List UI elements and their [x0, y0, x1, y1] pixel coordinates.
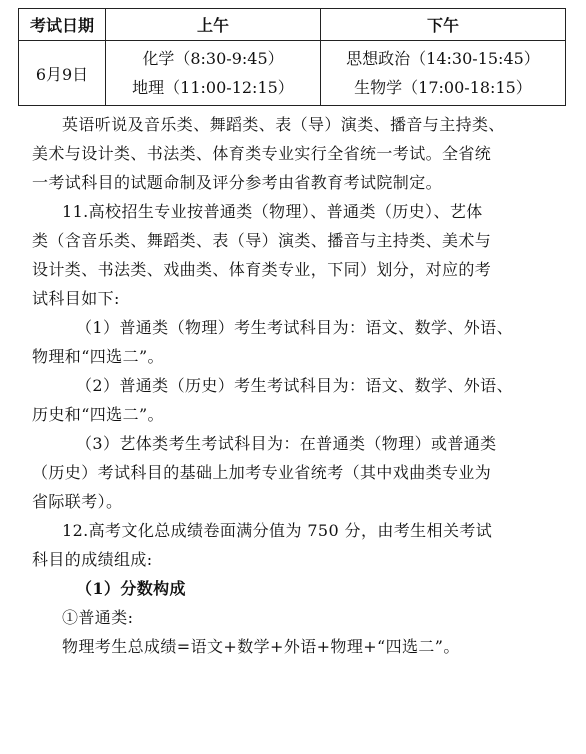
exam-schedule-table [18, 8, 566, 106]
morning-cell [106, 41, 321, 106]
text-line: （1）普通类（物理）考生考试科目为：语文、数学、外语、 [76, 318, 513, 337]
paragraph-unified-exam [0, 110, 586, 197]
text-line: （3）艺体类考生考试科目为：在普通类（物理）或普通类 [76, 434, 497, 453]
text-line: 美术与设计类、书法类、体育类专业实行全省统一考试。全省统 [32, 144, 492, 163]
text-line: 类（含音乐类、舞蹈类、表（导）演类、播音与主持类、美术与 [32, 231, 492, 250]
paragraph-12 [0, 516, 586, 574]
header-afternoon: 下午 [321, 9, 566, 41]
text-line: （2）普通类（历史）考生考试科目为：语文、数学、外语、 [76, 376, 513, 395]
document-body [0, 110, 586, 661]
paragraph-11 [0, 197, 586, 313]
text-line: 设计类、书法类、戏曲类、体育类专业，下同）划分，对应的考 [32, 260, 492, 279]
afternoon-exam-2: 生物学（17:00-18:15） [354, 78, 532, 97]
section-heading: （1）分数构成 [76, 579, 186, 598]
item-history [0, 371, 586, 429]
afternoon-exam-1: 思想政治（14:30-15:45） [346, 49, 540, 68]
table-row [19, 41, 566, 106]
list-item: ①普通类: [62, 608, 134, 627]
text-line: 物理和“四选二”。 [32, 347, 164, 366]
item-physics [0, 313, 586, 371]
text-line: 省际联考）。 [32, 492, 123, 511]
text-line: 历史和“四选二”。 [32, 405, 164, 424]
text-line: 12.高考文化总成绩卷面满分值为 750 分，由考生相关考试 [62, 521, 493, 540]
morning-exam-2: 地理（11:00-12:15） [132, 78, 294, 97]
text-line: （历史）考试科目的基础上加考专业省统考（其中戏曲类专业为 [32, 463, 492, 482]
score-formula: 物理考生总成绩=语文+数学+外语+物理+“四选二”。 [62, 637, 460, 656]
text-line: 科目的成绩组成: [32, 550, 153, 569]
header-morning: 上午 [106, 9, 321, 41]
text-line: 11.高校招生专业按普通类（物理）、普通类（历史）、艺体 [62, 202, 483, 221]
afternoon-cell [321, 41, 566, 106]
item-arts [0, 429, 586, 516]
text-line: 试科目如下: [32, 289, 120, 308]
morning-exam-1: 化学（8:30-9:45） [142, 49, 284, 68]
table-header-row [19, 9, 566, 41]
header-date: 考试日期 [19, 9, 106, 41]
exam-date: 6月9日 [19, 41, 106, 106]
text-line: 英语听说及音乐类、舞蹈类、表（导）演类、播音与主持类、 [62, 115, 505, 134]
text-line: 一考试科目的试题命制及评分参考由省教育考试院制定。 [32, 173, 443, 192]
